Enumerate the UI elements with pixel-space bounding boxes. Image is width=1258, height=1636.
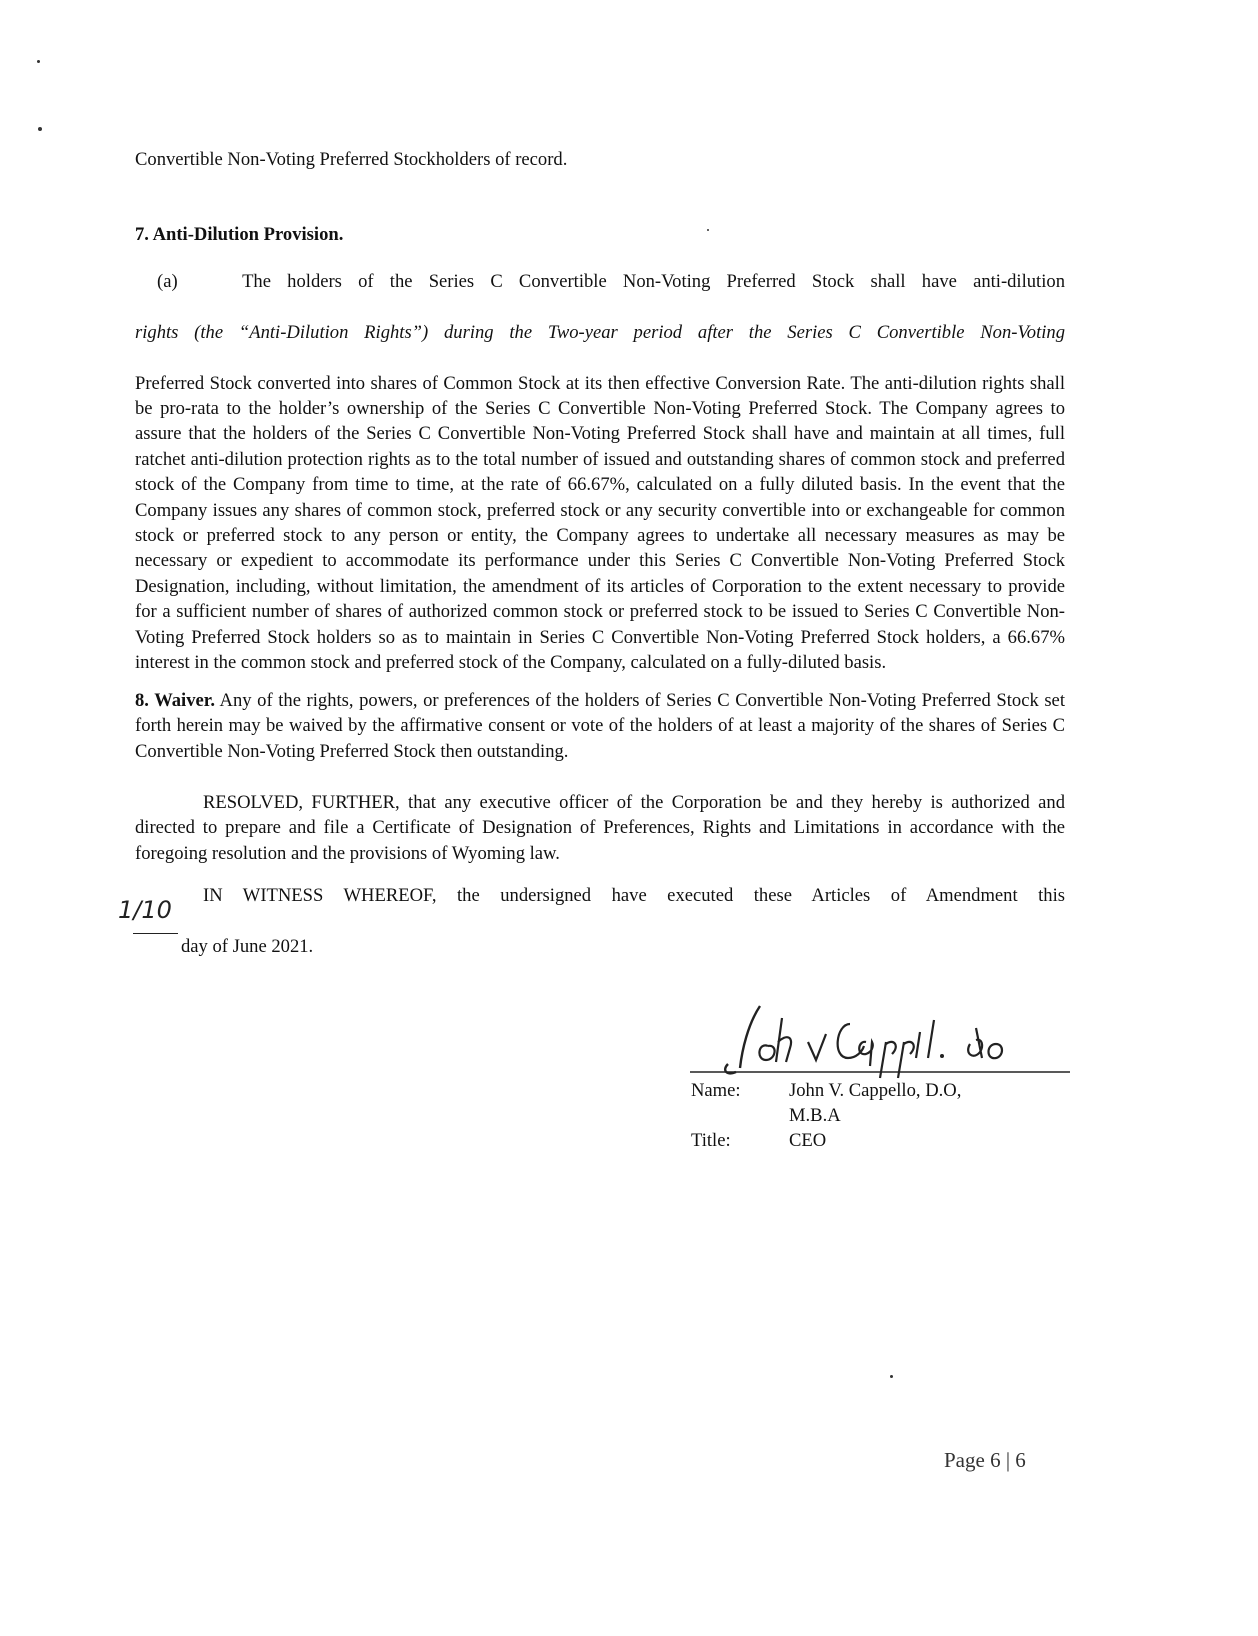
clause-a-text-body: Preferred Stock converted into shares of Common Stock at its then effective Conversion Rate. The anti-dilution rights shall be pro-rata to the holder’s ownership of the Series C Convertible Non-Voting Preferred Stock. The Company agrees to assure that the holders of the Series C Convertible Non-Voting Preferred Stock shall have and maintain at all times, full ratchet anti-dilution protection rights as to the total number of issued and outstanding shares of common stock and preferred stock of the Company from time to time, at the rate of 66.67%, calculated on a fully diluted basis. In the event that the Company issues any shares of common stock, preferred stock or any security convertible into or exchangeable for common stock or preferred stock to any person or entity, the Company agrees to undertake all necessary measures as may be necessary or expedient to accommodate its performance under this Series C Convertible Non-Voting Preferred Stock Designation, including, without limitation, the amendment of its articles of Corporation to the extent necessary to provide for a sufficient number of shares of authorized common stock or preferred stock to be issued to Series C Convertible Non-Voting Preferred Stock holders so as to maintain in Series C Convertible Non-Voting Preferred Stock holders, a 66.67% interest in the common stock and preferred stock of the Company, calculated on a fully-diluted basis. [135,372,1065,674]
section-8-title: 8. Waiver. [135,690,215,711]
scan-speck [37,60,40,63]
scan-speck [38,127,42,131]
witness-paragraph [135,883,1065,959]
section-8-paragraph [135,688,1065,764]
resolved-paragraph [135,790,1065,866]
name-value: John V. Cappello, D.O, [789,1080,962,1101]
section-8-text: Any of the rights, powers, or preferences of the holders of Series C Convertible Non-Voting Preferred Stock set forth herein may be waived by the affirmative consent or vote of the holders of at least a majority of the shares of Series C Convertible Non-Voting Preferred Stock then outstanding. [135,690,1065,762]
witness-text-start: IN WITNESS WHEREOF, the undersigned have executed these Articles of Amendment this [203,885,1065,906]
clause-a-label: (a) [157,271,178,292]
section-7-title: 7. Anti-Dilution Provision. [135,224,344,245]
day-blank-line [133,933,178,934]
name-label: Name: [691,1080,741,1101]
scan-speck [890,1375,893,1378]
handwritten-day: 1/10 [118,896,172,924]
intro-text: Convertible Non-Voting Preferred Stockholders of record. [135,149,568,170]
section-7-heading [135,222,1065,247]
clause-a-text-start: The holders of the Series C Convertible Non-Voting Preferred Stock shall have anti-dilution [242,271,1065,292]
title-label: Title: [691,1130,731,1151]
name-row [691,1078,961,1103]
title-row [691,1128,961,1153]
page-number: Page 6 | 6 [944,1448,1026,1472]
intro-line [135,147,1065,172]
witness-text-end: day of June 2021. [181,935,314,957]
signature-block [691,1078,961,1153]
clause-a-italic-text: rights (the “Anti-Dilution Rights”) during the Two-year period after the Series C Convertible Non-Voting [135,321,1065,343]
name-credentials: M.B.A [789,1105,841,1126]
resolved-text: RESOLVED, FURTHER, that any executive officer of the Corporation be and they hereby is authorized and directed to prepare and file a Certificate of Designation of Preferences, Rights and Limitations in accordance with the foregoing resolution and the provisions of Wyoming law. [135,792,1065,864]
signature-image [690,1002,1070,1082]
name-row-2 [691,1103,961,1128]
title-value: CEO [789,1130,827,1151]
section-7a-paragraph [135,269,1065,676]
